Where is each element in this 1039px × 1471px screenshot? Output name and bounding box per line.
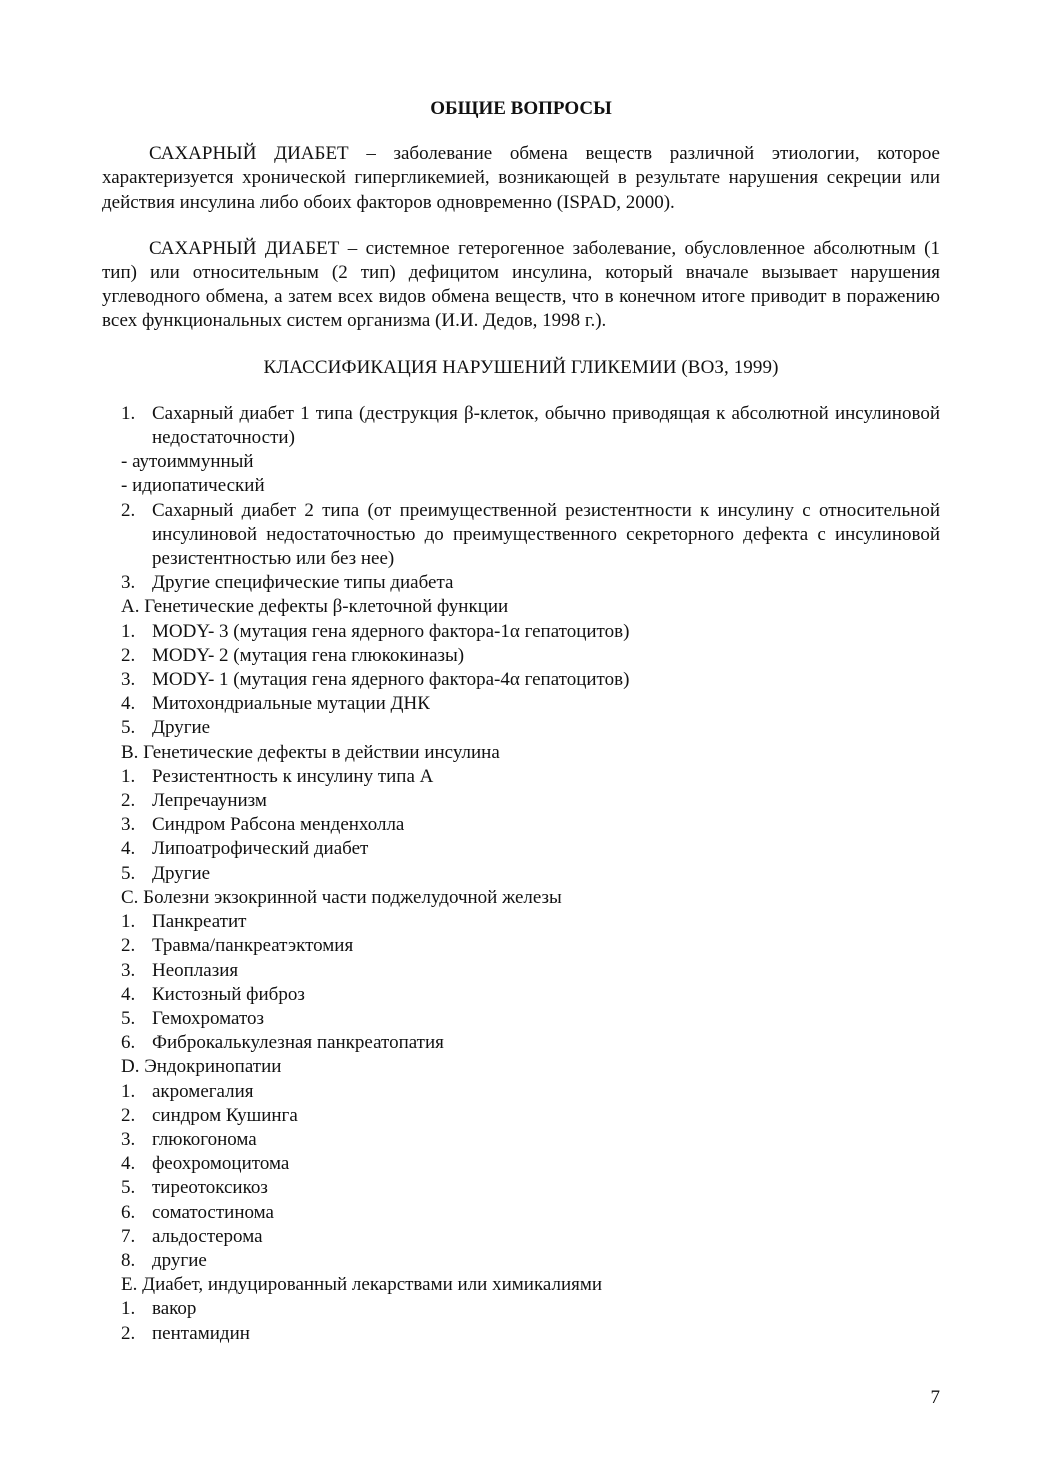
- list-item: [121, 813, 940, 837]
- list-item: [121, 1080, 940, 1104]
- list-item: [121, 1128, 940, 1152]
- list-item-text: Травма/панкреатэктомия: [152, 935, 354, 957]
- list-item: [121, 1031, 940, 1055]
- list-item-number: 6.: [121, 1032, 136, 1054]
- list-item-text: тиреотоксикоз: [152, 1177, 268, 1199]
- list-item: [121, 1104, 940, 1128]
- list-item-number: 7.: [121, 1225, 136, 1247]
- list-item-text: вакор: [152, 1298, 197, 1320]
- list-item-number: 3.: [121, 959, 136, 981]
- list-item-number: 5.: [121, 1007, 136, 1029]
- list-item-text: пентамидин: [152, 1322, 250, 1344]
- list-item: [121, 983, 940, 1007]
- list-item-number: 2.: [121, 1322, 136, 1344]
- list-item-number: 1.: [121, 911, 136, 933]
- list-item-number: 1.: [121, 765, 136, 787]
- list-item-text: Другие: [152, 862, 211, 884]
- document-page: [102, 97, 940, 1346]
- list-item-text: Синдром Рабсона менденхолла: [152, 814, 405, 836]
- list-item: [121, 959, 940, 983]
- list-item: [121, 668, 940, 692]
- list-item-number: 4.: [121, 693, 136, 715]
- list-item-number: 3.: [121, 1128, 136, 1150]
- list-item: [121, 765, 940, 789]
- list-heading: - идиопатический: [121, 475, 265, 497]
- list-item-text: Кистозный фиброз: [152, 983, 305, 1005]
- list-item-text: MODY- 3 (мутация гена ядерного фактора-1α гепатоцитов): [152, 620, 630, 642]
- list-item-number: 5.: [121, 717, 136, 739]
- list-item-number: 2.: [121, 790, 136, 812]
- list-item: [121, 837, 940, 861]
- list-heading: D. Эндокринопатии: [121, 1056, 282, 1078]
- list-item-number: 4.: [121, 983, 136, 1005]
- list-item: [121, 1201, 940, 1225]
- list-heading: C. Болезни экзокринной части поджелудочной железы: [121, 886, 562, 908]
- list-item-text: Другие специфические типы диабета: [152, 572, 454, 594]
- list-item: [121, 620, 940, 644]
- classification-list: [102, 402, 940, 1346]
- list-item-number: 3.: [121, 572, 136, 594]
- list-item-text: Гемохроматоз: [152, 1007, 265, 1029]
- list-item-text: альдостерома: [152, 1225, 263, 1247]
- list-item-number: 8.: [121, 1249, 136, 1271]
- definition-paragraph-1: САХАРНЫЙ ДИАБЕТ – заболевание обмена веществ различной этиологии, которое характеризуется хронической гипергликемией, возникающей в результате нарушения секреции или действия инсулина либо обоих факторов одновременно (ISPAD, 2000).: [102, 143, 940, 213]
- list-item-number: 4.: [121, 838, 136, 860]
- list-item-number: 4.: [121, 1153, 136, 1175]
- list-item-text: Липоатрофический диабет: [152, 838, 369, 860]
- list-item: [121, 499, 940, 572]
- list-heading: - аутоиммунный: [121, 451, 254, 473]
- list-item: [121, 571, 940, 595]
- list-item-number: 1.: [121, 1298, 136, 1320]
- list-item-number: 6.: [121, 1201, 136, 1223]
- list-item-number: 2.: [121, 1104, 136, 1126]
- page-number: 7: [930, 1387, 940, 1408]
- definition-paragraph-2: САХАРНЫЙ ДИАБЕТ – системное гетерогенное заболевание, обусловленное абсолютным (1 тип) или относительным (2 тип) дефицитом инсулина, который вначале вызывает нарушения углеводного обмена, а затем всех видов обмена веществ, что в конечном итоге приводит в поражению всех функциональных систем организма (И.И. Дедов, 1998 г.).: [102, 237, 940, 332]
- list-item-text: Резистентность к инсулину типа А: [152, 765, 434, 787]
- list-item-text: Фиброкалькулезная панкреатопатия: [152, 1032, 444, 1054]
- classification-title: КЛАССИФИКАЦИЯ НАРУШЕНИЙ ГЛИКЕМИИ (ВОЗ, 1999): [263, 356, 779, 378]
- list-item-number: 2.: [121, 499, 136, 521]
- list-item: [121, 1322, 940, 1346]
- list-item: [121, 1176, 940, 1200]
- list-item-text: глюкогонома: [152, 1128, 257, 1150]
- list-item: [121, 402, 940, 450]
- list-item-text: акромегалия: [152, 1080, 254, 1102]
- list-item: [121, 692, 940, 716]
- list-item-text: Неоплазия: [152, 959, 239, 981]
- list-item-number: 5.: [121, 1177, 136, 1199]
- list-item: [121, 862, 940, 886]
- list-item-text: Другие: [152, 717, 211, 739]
- list-heading: E. Диабет, индуцированный лекарствами или химикалиями: [121, 1274, 603, 1296]
- list-item-number: 1.: [121, 620, 136, 642]
- list-item: [121, 1152, 940, 1176]
- list-item-number: 3.: [121, 814, 136, 836]
- list-item-text: Лепречаунизм: [152, 790, 267, 812]
- list-item-text: MODY- 1 (мутация гена ядерного фактора-4α гепатоцитов): [152, 669, 630, 691]
- list-heading: B. Генетические дефекты в действии инсулина: [121, 741, 500, 763]
- list-item: [121, 1297, 940, 1321]
- list-item: [121, 644, 940, 668]
- list-item-text: другие: [152, 1249, 207, 1271]
- list-item: [121, 1007, 940, 1031]
- list-item-text: Митохондриальные мутации ДНК: [152, 693, 430, 715]
- list-heading: A. Генетические дефекты β-клеточной функции: [121, 596, 509, 618]
- list-item-number: 5.: [121, 862, 136, 884]
- list-item: [121, 934, 940, 958]
- list-item-number: 2.: [121, 935, 136, 957]
- list-item-number: 2.: [121, 644, 136, 666]
- list-item: [121, 789, 940, 813]
- list-item: [121, 716, 940, 740]
- list-item: [121, 910, 940, 934]
- list-item-number: 1.: [121, 1080, 136, 1102]
- list-item-text: Сахарный диабет 2 типа (от преимущественной резистентности к инсулину с относительной инсулиновой недостаточностью до преимущественного секреторного дефекта с инсулиновой резистентностью или без нее): [152, 499, 940, 570]
- list-item-number: 1.: [121, 402, 136, 424]
- list-item-text: феохромоцитома: [152, 1153, 290, 1175]
- list-item-text: Сахарный диабет 1 типа (деструкция β-клеток, обычно приводящая к абсолютной инсулиновой недостаточности): [152, 402, 940, 449]
- list-item-text: Панкреатит: [152, 911, 247, 933]
- page-title: ОБЩИЕ ВОПРОСЫ: [430, 98, 612, 119]
- list-item: [121, 1249, 940, 1273]
- list-item-text: соматостинома: [152, 1201, 274, 1223]
- list-item: [121, 1225, 940, 1249]
- list-item-text: MODY- 2 (мутация гена глюкокиназы): [152, 644, 465, 666]
- list-item-number: 3.: [121, 669, 136, 691]
- list-item-text: синдром Кушинга: [152, 1104, 298, 1126]
